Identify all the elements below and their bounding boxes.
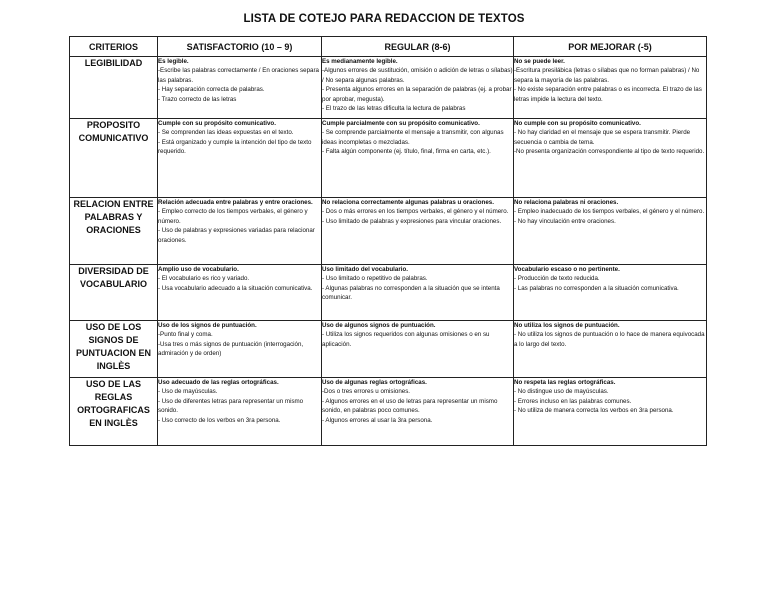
cell-heading: Es legible. bbox=[158, 58, 189, 65]
cell-heading: Uso limitado del vocabulario. bbox=[322, 266, 408, 273]
cell-por-mejorar bbox=[514, 198, 707, 265]
cell-line: - Hay separación correcta de palabras. bbox=[158, 86, 265, 94]
cell-line: - Trazo correcto de las letras bbox=[158, 95, 237, 103]
table-row bbox=[70, 119, 707, 198]
cell-heading: No respeta las reglas ortográficas. bbox=[514, 379, 616, 386]
cell-por-mejorar bbox=[514, 265, 707, 321]
cell-line: - Algunas palabras no corresponden a la situación que se intenta comunicar. bbox=[322, 284, 500, 302]
cell-line: - No utiliza de manera correcta los verbos en 3ra persona. bbox=[514, 407, 674, 415]
cell-regular bbox=[322, 265, 514, 321]
cell-regular bbox=[322, 321, 514, 378]
document-title: LISTA DE COTEJO PARA REDACCION DE TEXTOS bbox=[243, 13, 525, 25]
cell-line: - Empleo correcto de los tiempos verbales, el género y número. bbox=[158, 208, 308, 225]
table-row bbox=[70, 57, 707, 119]
cell-line: - Se comprende parcialmente el mensaje a transmitir, con algunas ideas incompletas o mezcladas. bbox=[322, 129, 504, 146]
cell-line: - Algunos errores al usar la 3ra persona. bbox=[322, 416, 433, 424]
cell-heading: Uso adecuado de las reglas ortográficas. bbox=[158, 379, 279, 386]
cell-line: - Errores incluso en las palabras comunes. bbox=[514, 397, 632, 405]
cell-line: - Empleo inadecuado de los tiempos verbales, el género y el número. bbox=[514, 208, 705, 216]
criterion-cell: DIVERSIDAD DE VOCABULARIO bbox=[70, 265, 158, 321]
cell-heading: Uso de algunos signos de puntuación. bbox=[322, 322, 436, 329]
cell-line: - No utiliza los signos de puntuación o lo hace de manera equivocada a lo largo del texto. bbox=[514, 331, 705, 348]
cell-heading: Cumple con su propósito comunicativo. bbox=[158, 120, 276, 127]
cell-heading: Relación adecuada entre palabras y entre oraciones. bbox=[158, 199, 313, 206]
cell-heading: No utiliza los signos de puntuación. bbox=[514, 322, 620, 329]
cell-heading: Cumple parcialmente con su propósito comunicativo. bbox=[322, 120, 480, 127]
cell-heading: Es medianamente legible. bbox=[322, 58, 398, 65]
cell-regular bbox=[322, 57, 514, 119]
cell-heading: No se puede leer. bbox=[514, 58, 565, 65]
cell-line: - Producción de texto reducida. bbox=[514, 275, 600, 283]
cell-line: - El trazo de las letras dificulta la lectura de palabras bbox=[322, 105, 466, 113]
cell-line: - Uso de mayúsculas. bbox=[158, 388, 218, 396]
cell-satisfactorio bbox=[158, 119, 322, 198]
rubric-body bbox=[70, 57, 707, 446]
cell-line: - Utiliza los signos requeridos con algunas omisiones o en su aplicación. bbox=[322, 331, 490, 348]
cell-line: - Uso limitado o repetitivo de palabras. bbox=[322, 275, 428, 283]
cell-line: - Dos o más errores en los tiempos verbales, el género y el número. bbox=[322, 208, 509, 216]
cell-line: - Usa vocabulario adecuado a la situación comunicativa. bbox=[158, 284, 313, 292]
cell-line: - El vocabulario es rico y variado. bbox=[158, 275, 250, 283]
cell-line: - No hay claridad en el mensaje que se espera transmitir. Pierde secuencia o cambia de tema. bbox=[514, 129, 691, 146]
cell-heading: Amplio uso de vocabulario. bbox=[158, 266, 239, 273]
table-row bbox=[70, 321, 707, 378]
table-row bbox=[70, 378, 707, 446]
cell-por-mejorar bbox=[514, 321, 707, 378]
cell-por-mejorar bbox=[514, 57, 707, 119]
header-satisfactorio: SATISFACTORIO (10 – 9) bbox=[158, 37, 322, 57]
cell-line: - No hay vinculación entre oraciones. bbox=[514, 217, 616, 225]
cell-heading: No relaciona palabras ni oraciones. bbox=[514, 199, 619, 206]
cell-line: -Dos o tres errores u omisiones. bbox=[322, 388, 411, 396]
cell-line: - Uso correcto de los verbos en 3ra persona. bbox=[158, 416, 281, 424]
cell-regular bbox=[322, 378, 514, 446]
cell-regular bbox=[322, 119, 514, 198]
cell-line: -Punto final y coma. bbox=[158, 331, 213, 339]
criterion-cell: LEGIBILIDAD bbox=[70, 57, 158, 119]
cell-satisfactorio bbox=[158, 378, 322, 446]
cell-line: - Se comprenden las ideas expuestas en el texto. bbox=[158, 129, 294, 137]
cell-line: -No presenta organización correspondiente al tipo de texto requerido. bbox=[514, 148, 705, 156]
criterion-cell: USO DE LOS SIGNOS DE PUNTUACION EN INGLÈS bbox=[70, 321, 158, 378]
cell-line: - Las palabras no corresponden a la situación comunicativa. bbox=[514, 284, 679, 292]
cell-satisfactorio bbox=[158, 265, 322, 321]
cell-satisfactorio bbox=[158, 57, 322, 119]
cell-line: - Falta algún componente (ej. título, final, firma en carta, etc.). bbox=[322, 148, 491, 156]
cell-line: -Usa tres o más signos de puntuación (interrogación, admiración y de orden) bbox=[158, 340, 304, 358]
cell-satisfactorio bbox=[158, 321, 322, 378]
table-row bbox=[70, 198, 707, 265]
cell-line: - Uso limitado de palabras y expresiones para vincular oraciones. bbox=[322, 217, 502, 225]
cell-line: - Está organizado y cumple la intención del tipo de texto requerido. bbox=[158, 138, 312, 156]
cell-line: - No existe separación entre palabras o es incorrecta. El trazo de las letras impide la lectura del texto. bbox=[514, 86, 702, 103]
cell-line: -Algunos errores de sustitución, omisión o adición de letras o sílabas) / No separa algunas palabras. bbox=[322, 67, 513, 84]
cell-line: - Presenta algunos errores en la separación de palabras (ej. a probar por aprobar, megusta). bbox=[322, 86, 512, 103]
cell-por-mejorar bbox=[514, 378, 707, 446]
criterion-cell: USO DE LAS REGLAS ORTOGRAFICAS EN INGLÈS bbox=[70, 378, 158, 446]
cell-heading: No relaciona correctamente algunas palabras u oraciones. bbox=[322, 199, 494, 206]
header-regular: REGULAR (8-6) bbox=[322, 37, 514, 57]
cell-line: - Algunos errores en el uso de letras para representar un mismo sonido, en palabras poco comunes. bbox=[322, 397, 498, 415]
cell-regular bbox=[322, 198, 514, 265]
cell-line: -Escribe las palabras correctamente / En oraciones separa las palabras. bbox=[158, 67, 319, 84]
header-por-mejorar: POR MEJORAR (-5) bbox=[514, 37, 707, 57]
cell-line: - No distingue uso de mayúsculas. bbox=[514, 388, 609, 396]
cell-line: - Uso de diferentes letras para representar un mismo sonido. bbox=[158, 397, 304, 415]
cell-heading: Vocabulario escaso o no pertinente. bbox=[514, 266, 620, 273]
criterion-cell: RELACION ENTRE PALABRAS Y ORACIONES bbox=[70, 198, 158, 265]
criterion-cell: PROPOSITO COMUNICATIVO bbox=[70, 119, 158, 198]
rubric-table bbox=[69, 36, 707, 446]
cell-satisfactorio bbox=[158, 198, 322, 265]
cell-heading: Uso de algunas reglas ortográficas. bbox=[322, 379, 427, 386]
header-row bbox=[70, 37, 707, 57]
cell-heading: Uso de los signos de puntuación. bbox=[158, 322, 257, 329]
table-row bbox=[70, 265, 707, 321]
cell-line: -Escritura presilábica (letras o sílabas que no forman palabras) / No separa la mayoría de las palabras. bbox=[514, 67, 700, 84]
cell-por-mejorar bbox=[514, 119, 707, 198]
cell-heading: No cumple con su propósito comunicativo. bbox=[514, 120, 641, 127]
cell-line: - Uso de palabras y expresiones variadas para relacionar oraciones. bbox=[158, 227, 315, 244]
header-criterios: CRITERIOS bbox=[70, 37, 158, 57]
